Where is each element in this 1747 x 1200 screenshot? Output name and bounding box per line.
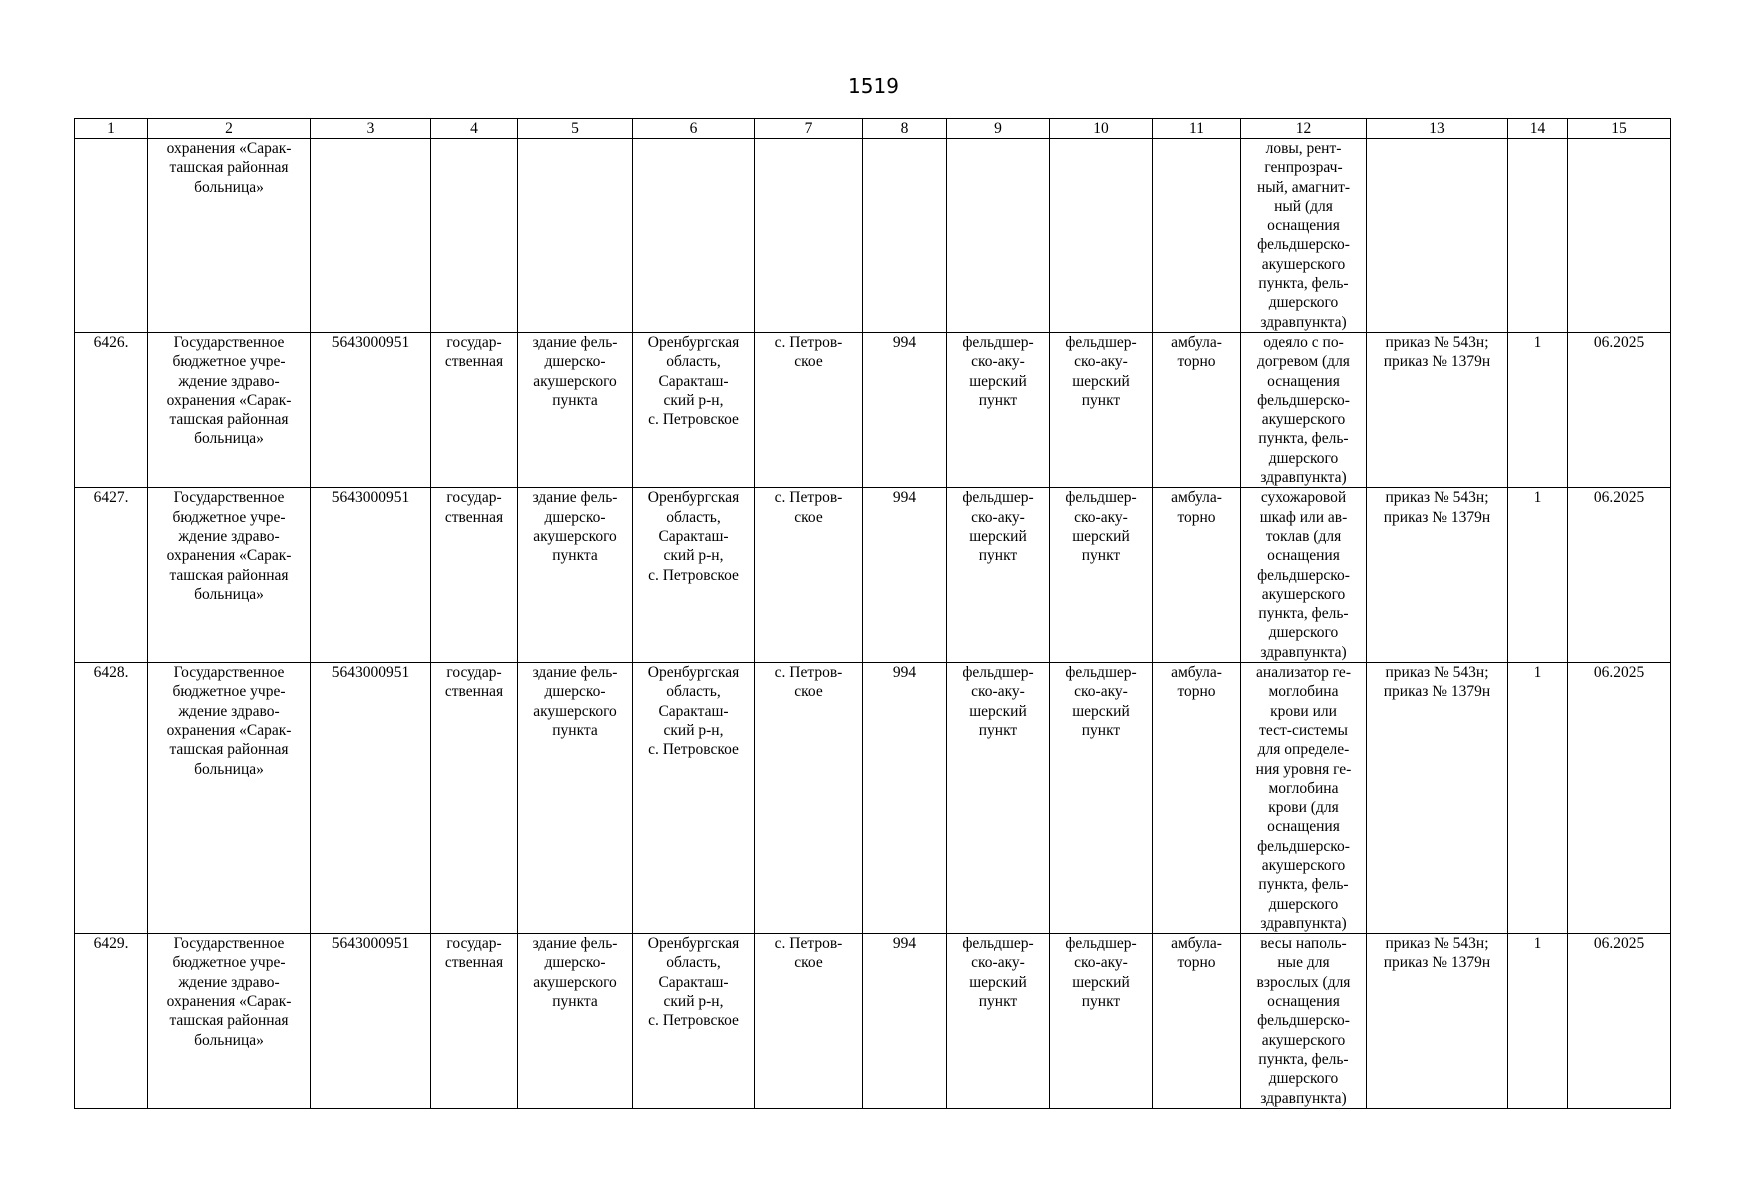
table-cell-care-form: амбула- торно [1153,934,1241,1109]
column-header: 5 [518,119,633,139]
column-header: 7 [755,119,863,139]
table-cell-building: здание фель- дшерско- акушерского пункта [518,934,633,1109]
table-cell [431,139,518,333]
table-cell-address: Оренбургская область, Саракташ- ский р-н, с. Петровское [633,488,755,663]
table-cell-settlement: с. Петров- ское [755,663,863,934]
table-cell-quantity: 1 [1508,663,1568,934]
table-cell-building: здание фель- дшерско- акушерского пункта [518,663,633,934]
table-cell-address: Оренбургская область, Саракташ- ский р-н, с. Петровское [633,663,755,934]
table-cell-inn: 5643000951 [311,488,431,663]
table-cell [1508,139,1568,333]
table-cell-population: 994 [863,332,947,487]
table-cell-org: Государственное бюджетное учре- ждение здраво- охранения «Сарак- ташская районная больница» [148,934,311,1109]
table-cell-care-form: амбула- торно [1153,488,1241,663]
table-cell-quantity: 1 [1508,934,1568,1109]
table-cell-settlement: с. Петров- ское [755,332,863,487]
table-cell [863,139,947,333]
column-header: 6 [633,119,755,139]
table-cell-basis: приказ № 543н; приказ № 1379н [1367,934,1508,1109]
table-cell-equipment: весы наполь- ные для взрослых (для оснащения фельдшерско- акушерского пункта, фель- дшерского здравпункта) [1241,934,1367,1109]
table-cell-ownership: государ- ственная [431,663,518,934]
table-cell-basis: приказ № 543н; приказ № 1379н [1367,332,1508,487]
table-cell-unit-name: фельдшер- ско-аку- шерский пункт [1050,934,1153,1109]
table-cell-org: Государственное бюджетное учре- ждение здраво- охранения «Сарак- ташская районная больница» [148,663,311,934]
table-cell-equipment: анализатор ге- моглобина крови или тест-системы для определе- ния уровня ге- моглобина крови (для оснащения фельдшерско- акушерского пункта, фель- дшерского здравпункта) [1241,663,1367,934]
table-cell-building: здание фель- дшерско- акушерского пункта [518,332,633,487]
table-cell-unit-name: фельдшер- ско-аку- шерский пункт [1050,332,1153,487]
table-cell-unit-type: фельдшер- ско-аку- шерский пункт [947,488,1050,663]
table-cell [311,139,431,333]
table-cell-ownership: государ- ственная [431,934,518,1109]
table-cell [947,139,1050,333]
table-cell [1568,139,1671,333]
table-cell-equipment: одеяло с по- догревом (для оснащения фельдшерско- акушерского пункта, фель- дшерского здравпункта) [1241,332,1367,487]
table-cell-unit-name: фельдшер- ско-аку- шерский пункт [1050,488,1153,663]
table-cell [75,139,148,333]
table-cell-inn: 5643000951 [311,934,431,1109]
column-header: 12 [1241,119,1367,139]
table-cell-care-form: амбула- торно [1153,332,1241,487]
table-cell-unit-type: фельдшер- ско-аку- шерский пункт [947,332,1050,487]
data-table [74,118,1671,1109]
table-cell-date: 06.2025 [1568,488,1671,663]
column-header: 8 [863,119,947,139]
table-cell-ownership: государ- ственная [431,332,518,487]
table-cell-quantity: 1 [1508,488,1568,663]
table-cell-date: 06.2025 [1568,332,1671,487]
column-header: 4 [431,119,518,139]
table-cell [1153,139,1241,333]
table-row [75,488,1671,663]
table-cell-address: Оренбургская область, Саракташ- ский р-н, с. Петровское [633,332,755,487]
header-row [75,119,1671,139]
table-cell [633,139,755,333]
table-cell-population: 994 [863,663,947,934]
column-header: 10 [1050,119,1153,139]
table-row [75,934,1671,1109]
table-cell-unit-name: фельдшер- ско-аку- шерский пункт [1050,663,1153,934]
table-cell-number: 6426. [75,332,148,487]
table-cell-building: здание фель- дшерско- акушерского пункта [518,488,633,663]
table-cell-number: 6429. [75,934,148,1109]
table-cell-unit-type: фельдшер- ско-аку- шерский пункт [947,934,1050,1109]
column-header: 15 [1568,119,1671,139]
table-cell-unit-type: фельдшер- ско-аку- шерский пункт [947,663,1050,934]
column-header: 13 [1367,119,1508,139]
table-cell-org: Государственное бюджетное учре- ждение здраво- охранения «Сарак- ташская районная больница» [148,488,311,663]
table-cell-number: 6428. [75,663,148,934]
table-cell-quantity: 1 [1508,332,1568,487]
column-header: 14 [1508,119,1568,139]
table-cell-care-form: амбула- торно [1153,663,1241,934]
table-cell-settlement: с. Петров- ское [755,934,863,1109]
table-cell [755,139,863,333]
column-header: 1 [75,119,148,139]
table-cell-number: 6427. [75,488,148,663]
table-row [75,332,1671,487]
column-header: 2 [148,119,311,139]
table-cell-settlement: с. Петров- ское [755,488,863,663]
table-cell-date: 06.2025 [1568,663,1671,934]
table-cell-date: 06.2025 [1568,934,1671,1109]
table-row-continuation [75,139,1671,333]
table-cell [1367,139,1508,333]
table-cell [518,139,633,333]
table-cell-equipment: ловы, рент- генпрозрач- ный, амагнит- ный (для оснащения фельдшерско- акушерского пункта, фель- дшерского здравпункта) [1241,139,1367,333]
column-header: 9 [947,119,1050,139]
table-row [75,663,1671,934]
table-cell-population: 994 [863,934,947,1109]
table-cell-basis: приказ № 543н; приказ № 1379н [1367,488,1508,663]
table-cell-population: 994 [863,488,947,663]
table-cell-inn: 5643000951 [311,332,431,487]
table-cell-ownership: государ- ственная [431,488,518,663]
column-header: 11 [1153,119,1241,139]
page-number: 1519 [848,74,899,98]
table-cell [1050,139,1153,333]
table-cell-org: Государственное бюджетное учре- ждение здраво- охранения «Сарак- ташская районная больница» [148,332,311,487]
table-cell-equipment: сухожаровой шкаф или ав- токлав (для оснащения фельдшерско- акушерского пункта, фель- дшерского здравпункта) [1241,488,1367,663]
table-cell-inn: 5643000951 [311,663,431,934]
table-cell-basis: приказ № 543н; приказ № 1379н [1367,663,1508,934]
table-cell-org: охранения «Сарак- ташская районная больница» [148,139,311,333]
column-header: 3 [311,119,431,139]
table-cell-address: Оренбургская область, Саракташ- ский р-н, с. Петровское [633,934,755,1109]
